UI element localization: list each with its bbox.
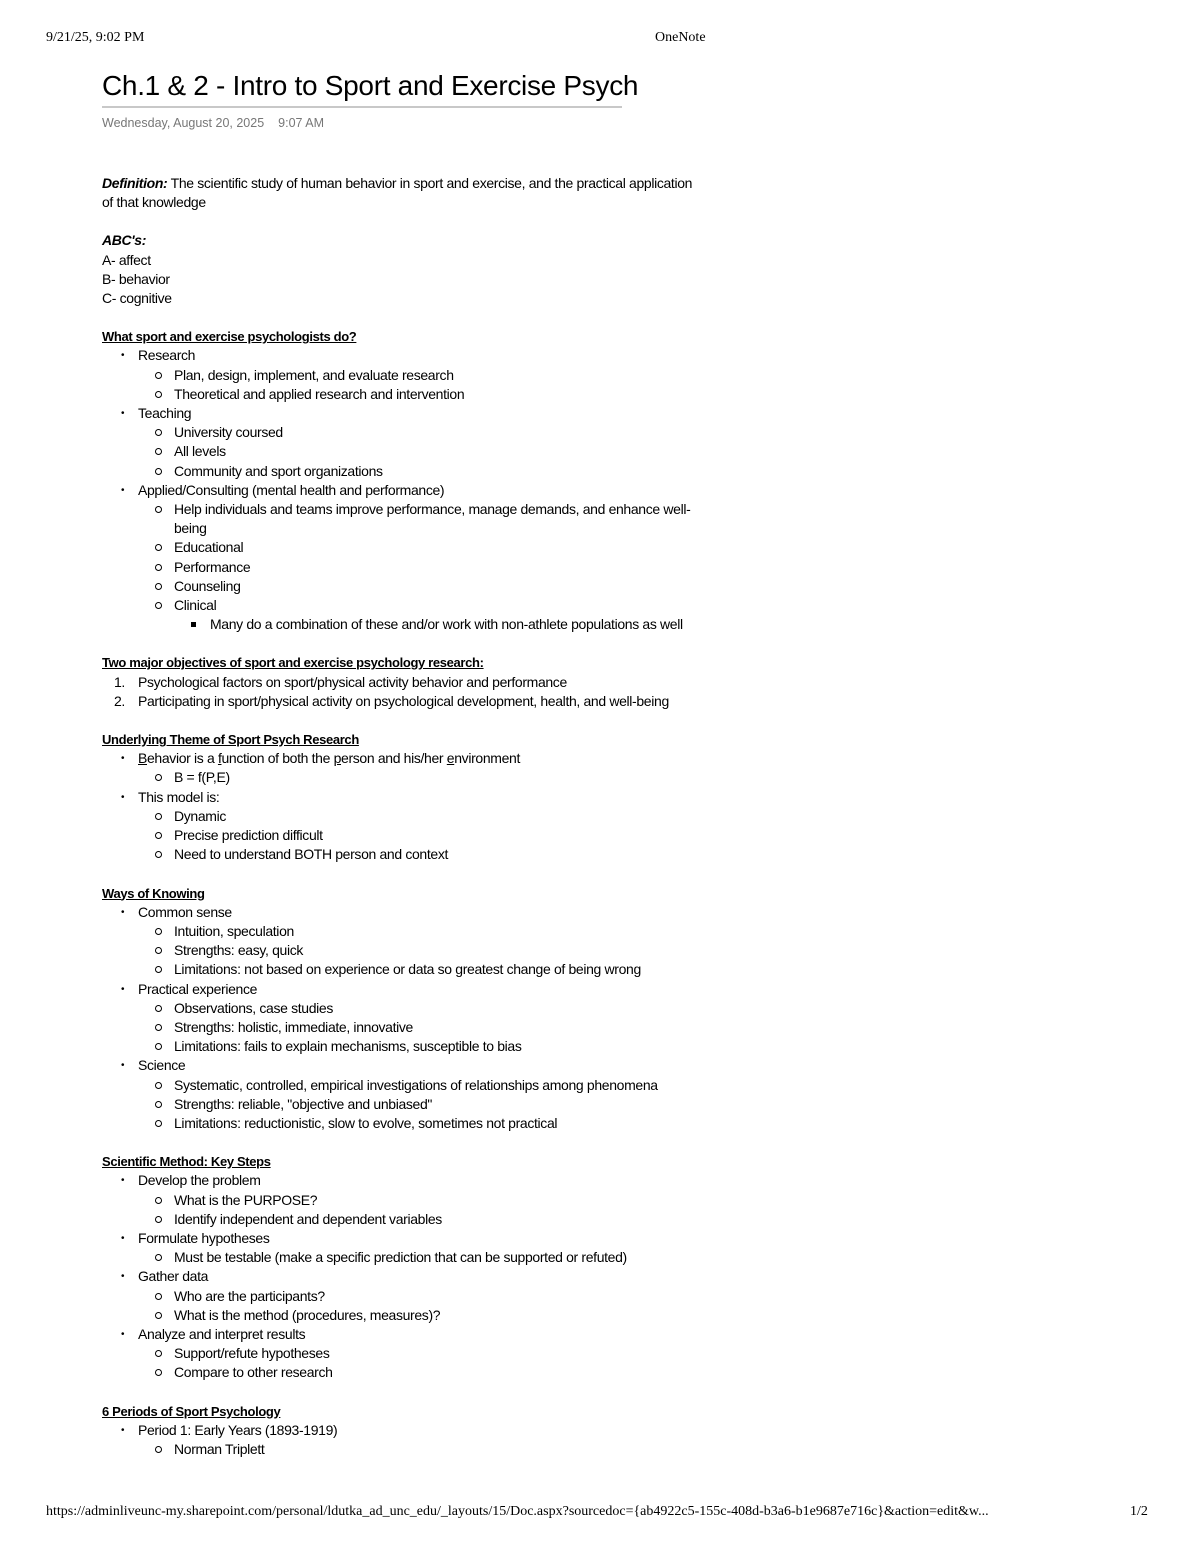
list-item: • Analyze and interpret results Support/refute hypotheses Compare to other research: [138, 1325, 702, 1383]
list-item: • Common sense Intuition, speculation Strengths: easy, quick Limitations: not based on experience or data so greatest change of being wrong: [138, 903, 702, 980]
section-heading: Ways of Knowing: [102, 885, 205, 901]
bullet-list: [102, 749, 702, 864]
bullet-list: [102, 903, 702, 1133]
list-item: Need to understand BOTH person and context: [174, 845, 702, 864]
section-heading: Underlying Theme of Sport Psych Research: [102, 732, 359, 748]
list-item: Plan, design, implement, and evaluate research: [174, 366, 702, 385]
list-item: Limitations: reductionistic, slow to evolve, sometimes not practical: [174, 1114, 702, 1133]
abc-item: C- cognitive: [102, 290, 172, 307]
list-item: Limitations: fails to explain mechanisms, susceptible to bias: [174, 1037, 702, 1056]
bullet-list: [102, 1171, 702, 1382]
list-item: Dynamic: [174, 807, 702, 826]
list-item: Observations, case studies: [174, 999, 702, 1018]
list-item: • Develop the problem What is the PURPOSE? Identify independent and dependent variables: [138, 1171, 702, 1229]
page-date: Wednesday, August 20, 2025: [102, 116, 265, 130]
list-item: Systematic, controlled, empirical investigations of relationships among phenomena: [174, 1076, 702, 1095]
print-page-number: 1/2: [1130, 1504, 1148, 1519]
abc-item: B- behavior: [102, 270, 170, 287]
page-title-block: [102, 70, 638, 108]
list-item: Strengths: reliable, "objective and unbiased": [174, 1095, 702, 1114]
section-heading: What sport and exercise psychologists do?: [102, 329, 357, 345]
list-item: 1. Psychological factors on sport/physical activity behavior and performance: [114, 673, 567, 690]
abcs-label: ABC's:: [102, 232, 147, 249]
list-item: Intuition, speculation: [174, 922, 702, 941]
list-item: Must be testable (make a specific prediction that can be supported or refuted): [174, 1248, 702, 1267]
list-item: • Research Plan, design, implement, and evaluate research Theoretical and applied research and intervention: [138, 346, 702, 404]
list-item: • This model is: Dynamic Precise prediction difficult Need to understand BOTH person and context: [138, 788, 702, 865]
list-item: • Period 1: Early Years (1893-1919) Norman Triplett: [138, 1421, 702, 1459]
list-item: Compare to other research: [174, 1363, 702, 1382]
list-item: • Science Systematic, controlled, empirical investigations of relationships among phenomena Strengths: reliable, "objective and unbiased" Limitations: reductionistic, slow to evolve, sometimes not practical: [138, 1056, 702, 1133]
list-item: University coursed: [174, 423, 702, 442]
print-date: 9/21/25, 9:02 PM: [46, 30, 145, 45]
list-item: • Gather data Who are the participants? What is the method (procedures, measures)?: [138, 1267, 702, 1325]
list-item: Strengths: holistic, immediate, innovative: [174, 1018, 702, 1037]
list-item: Limitations: not based on experience or data so greatest change of being wrong: [174, 960, 702, 979]
page-title: Ch.1 & 2 - Intro to Sport and Exercise Psych: [102, 70, 639, 101]
print-app-name: OneNote: [655, 30, 706, 45]
list-item: 2. Participating in sport/physical activity on psychological development, health, and well-being: [114, 692, 669, 709]
note-content: [102, 174, 702, 1459]
page-time: 9:07 AM: [278, 116, 325, 130]
section-heading: 6 Periods of Sport Psychology: [102, 1403, 281, 1419]
bullet-list: [102, 346, 702, 634]
title-underline: [102, 106, 622, 108]
list-item: • Practical experience Observations, case studies Strengths: holistic, immediate, innovative Limitations: fails to explain mechanisms, susceptible to bias: [138, 980, 702, 1057]
list-item: Support/refute hypotheses: [174, 1344, 702, 1363]
list-item: Theoretical and applied research and intervention: [174, 385, 702, 404]
list-item: Precise prediction difficult: [174, 826, 702, 845]
print-header: [46, 30, 1154, 50]
list-item: • Formulate hypotheses Must be testable (make a specific prediction that can be supported or refuted): [138, 1229, 702, 1267]
section-heading: Scientific Method: Key Steps: [102, 1154, 271, 1170]
list-item: Strengths: easy, quick: [174, 941, 702, 960]
list-item: Norman Triplett: [174, 1440, 702, 1459]
list-item: All levels: [174, 442, 702, 461]
definition-text: The scientific study of human behavior in sport and exercise, and the practical application of that knowledge: [102, 175, 693, 211]
list-item: Clinical Many do a combination of these and/or work with non-athlete populations as well: [174, 596, 702, 634]
abc-item: A- affect: [102, 251, 151, 268]
list-item: • Teaching University coursed All levels Community and sport organizations: [138, 404, 702, 481]
list-item: Many do a combination of these and/or work with non-athlete populations as well: [210, 615, 702, 634]
list-item: Performance: [174, 558, 702, 577]
list-item: B = f(P,E): [174, 768, 702, 787]
definition-label: Definition:: [102, 175, 168, 191]
list-item: What is the method (procedures, measures)?: [174, 1306, 702, 1325]
list-item: Educational: [174, 538, 702, 557]
list-item: Community and sport organizations: [174, 462, 702, 481]
definition: [102, 174, 702, 212]
print-footer-url: https://adminliveunc-my.sharepoint.com/personal/ldutka_ad_unc_edu/_layouts/15/Doc.aspx?sourcedoc={ab4922c5-155c-408d-b3a6-b1e9687e716c}&action=edit&w...: [46, 1504, 989, 1519]
list-item: Help individuals and teams improve performance, manage demands, and enhance well-being: [174, 500, 702, 538]
list-item: Counseling: [174, 577, 702, 596]
list-item: Who are the participants?: [174, 1287, 702, 1306]
list-item: • Applied/Consulting (mental health and performance) Help individuals and teams improve performance, manage demands, and enhance well-being Educational Performance Counseling Clinical Many do a combination of these and/or work with non-athlete populations as well: [138, 481, 702, 635]
bullet-list: [102, 1421, 702, 1459]
list-item: • Behavior is a function of both the person and his/her environment B = f(P,E): [138, 749, 702, 787]
list-item: What is the PURPOSE?: [174, 1191, 702, 1210]
page-meta: [102, 116, 324, 130]
numbered-list: [102, 673, 702, 711]
list-item: Identify independent and dependent variables: [174, 1210, 702, 1229]
section-heading: Two major objectives of sport and exercise psychology research:: [102, 655, 484, 671]
